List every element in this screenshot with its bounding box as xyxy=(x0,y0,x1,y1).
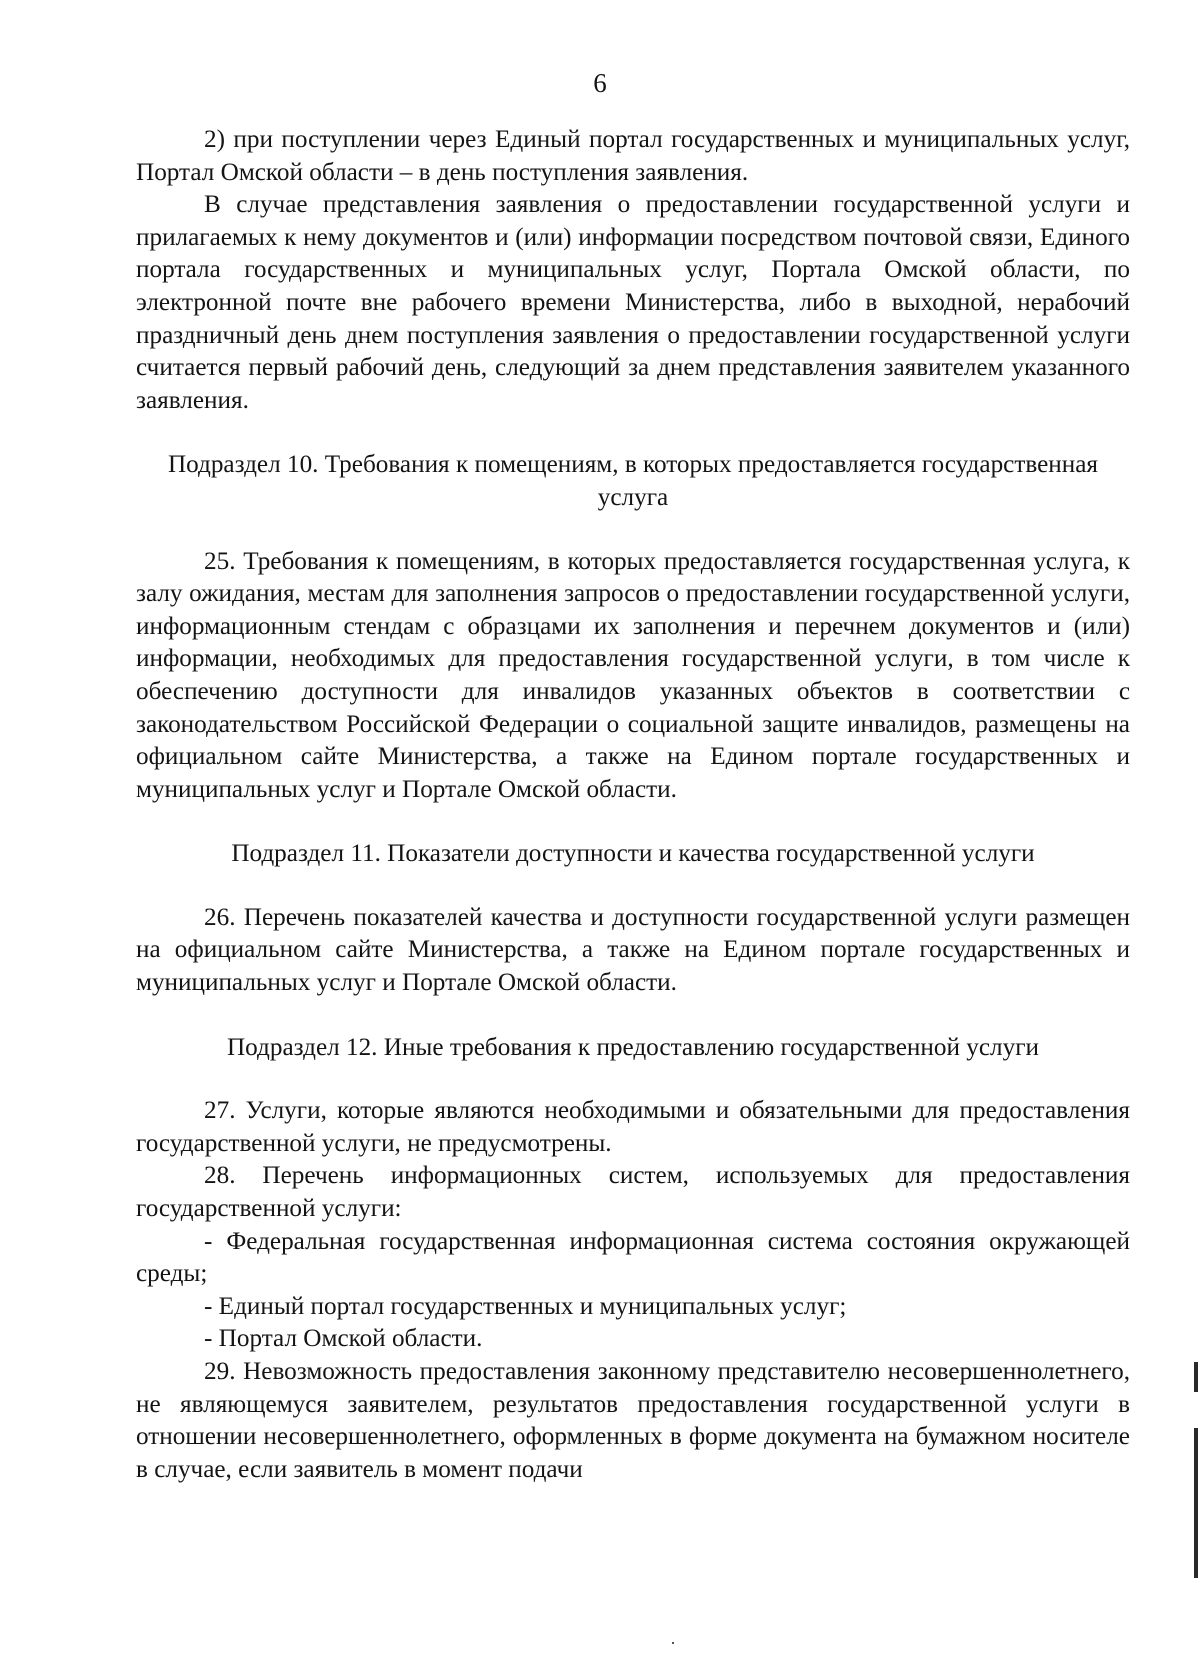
heading-subsection-12: Подраздел 12. Иные требования к предоставлению государственной услуги xyxy=(226,1033,1040,1061)
scan-speck xyxy=(672,1642,674,1644)
paragraph-item-29: 29. Невозможность предоставления законному представителю несовершеннолетнего, не являющемуся заявителем, результатов предоставления государственной услуги в отношении несовершеннолетнего, оформленных в форме документа на бумажном носителе в случае, если заявитель в момент подачи xyxy=(136,1358,1130,1483)
scan-edge-mark xyxy=(1194,1362,1198,1392)
heading-subsection-11: Подраздел 11. Показатели доступности и качества государственной услуги xyxy=(231,840,1035,868)
paragraph-item-26: 26. Перечень показателей качества и доступности государственной услуги размещен на официальном сайте Министерства, а также на Едином портале государственных и муниципальных услуг и Портале Омской области. xyxy=(136,903,1130,997)
scan-edge-mark xyxy=(1194,1428,1198,1578)
heading-subsection-10: Подраздел 10. Требования к помещениям, в которых предоставляется государственная услуга xyxy=(167,451,1099,511)
list-item-unified-portal: - Единый портал государственных и муниципальных услуг; xyxy=(204,1292,847,1320)
paragraph-item-27: 27. Услуги, которые являются необходимыми и обязательными для предоставления государственной услуги, не предусмотрены. xyxy=(136,1097,1130,1157)
list-item-omsk-portal: - Портал Омской области. xyxy=(204,1325,483,1353)
paragraph-off-hours-submission: В случае представления заявления о предоставлении государственной услуги и прилагаемых к нему документов и (или) информации посредством почтовой связи, Единого портала государственных и муниципальных услуг, Портала Омской области, по электронной почте вне рабочего времени Министерства, либо в выходной, нерабочий праздничный день днем поступления заявления о предоставлении государственной услуги считается первый рабочий день, следующий за днем представления заявителем указанного заявления. xyxy=(136,191,1130,414)
page-number: 6 xyxy=(593,68,607,98)
paragraph-submission-portal: 2) при поступлении через Единый портал государственных и муниципальных услуг, Портал Омской области – в день поступления заявления. xyxy=(136,126,1130,186)
document-body xyxy=(136,124,1130,1486)
list-item-federal-system: - Федеральная государственная информационная система состояния окружающей среды; xyxy=(136,1227,1130,1288)
paragraph-item-28: 28. Перечень информационных систем, используемых для предоставления государственной услуги: xyxy=(136,1162,1130,1223)
paragraph-item-25: 25. Требования к помещениям, в которых предоставляется государственная услуга, к залу ожидания, местам для заполнения запросов о предоставлении государственной услуги, информационным стендам с образцами их заполнения и перечнем документов и (или) информации, необходимых для предоставления государственной услуги, в том числе к обеспечению доступности для инвалидов указанных объектов в соответствии с законодательством Российской Федерации о социальной защите инвалидов, размещены на официальном сайте Министерства, а также на Едином портале государственных и муниципальных услуг и Портале Омской области. xyxy=(136,547,1130,803)
